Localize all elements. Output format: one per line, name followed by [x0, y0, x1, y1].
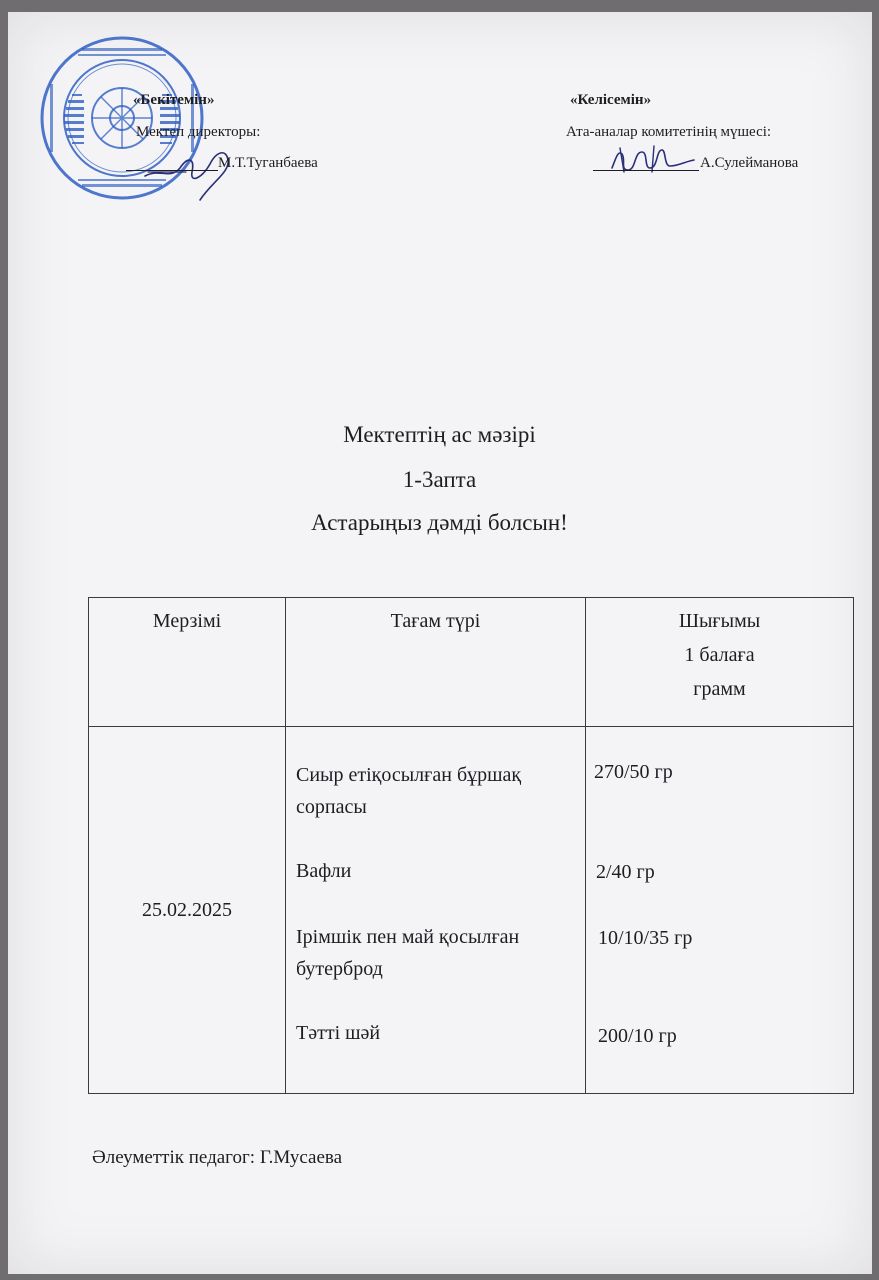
header-dish: [286, 598, 586, 727]
dish-1-line2: сорпасы: [296, 796, 367, 818]
menu-greeting: Астарыңыз дәмді болсын!: [311, 510, 568, 535]
header-date-label: Мерзімі: [152, 610, 222, 632]
portion-1: 270/50 гр: [594, 761, 673, 783]
approval-role: Мектеп директоры:: [136, 124, 261, 140]
dishes-cell: [286, 727, 586, 1094]
header-portion-line3: грамм: [693, 678, 746, 700]
list-item-dish-2: [296, 855, 351, 887]
header-portion: [586, 598, 854, 727]
list-item-dish-3: [296, 921, 519, 985]
header-dish-label: Тағам түрі: [390, 610, 481, 632]
table-row: [89, 727, 854, 1094]
menu-week: 1-3апта: [402, 467, 477, 492]
dish-1-line1: Сиыр етіқосылған бұршақ: [296, 764, 522, 786]
header-portion-line2: 1 балаға: [684, 644, 755, 666]
portion-2: 2/40 гр: [596, 861, 655, 883]
agreement-title: «Келісемін»: [570, 92, 652, 108]
menu-table: [88, 597, 854, 1094]
agreement-name: А.Сулейманова: [700, 155, 799, 171]
list-item-dish-1: [296, 759, 521, 823]
table-header-row: [89, 598, 854, 727]
dish-3-line1: Ірімшік пен май қосылған: [296, 926, 520, 948]
approval-signature-line: [126, 154, 218, 171]
date-cell: 25.02.2025: [89, 727, 286, 1094]
menu-title: Мектептің ас мәзірі: [343, 422, 536, 447]
agreement-signature-line: [593, 154, 699, 171]
footer-signature: Әлеуметтік педагог: Г.Мусаева: [92, 1147, 343, 1168]
portions-cell: [586, 727, 854, 1094]
approval-title: «Бекітемін»: [133, 92, 215, 108]
list-item-dish-4: [296, 1017, 380, 1049]
dish-4-line1: Тәтті шәй: [296, 1022, 381, 1044]
portion-4: 200/10 гр: [598, 1025, 677, 1047]
agreement-role: Ата-аналар комитетінің мүшесі:: [566, 124, 772, 140]
approval-name: М.Т.Туганбаева: [218, 155, 318, 171]
dish-3-line2: бутерброд: [296, 958, 383, 980]
portion-3: 10/10/35 гр: [598, 927, 693, 949]
header-date: [89, 598, 286, 727]
dish-2-line1: Вафли: [296, 860, 352, 882]
header-portion-line1: Шығымы: [678, 610, 761, 632]
